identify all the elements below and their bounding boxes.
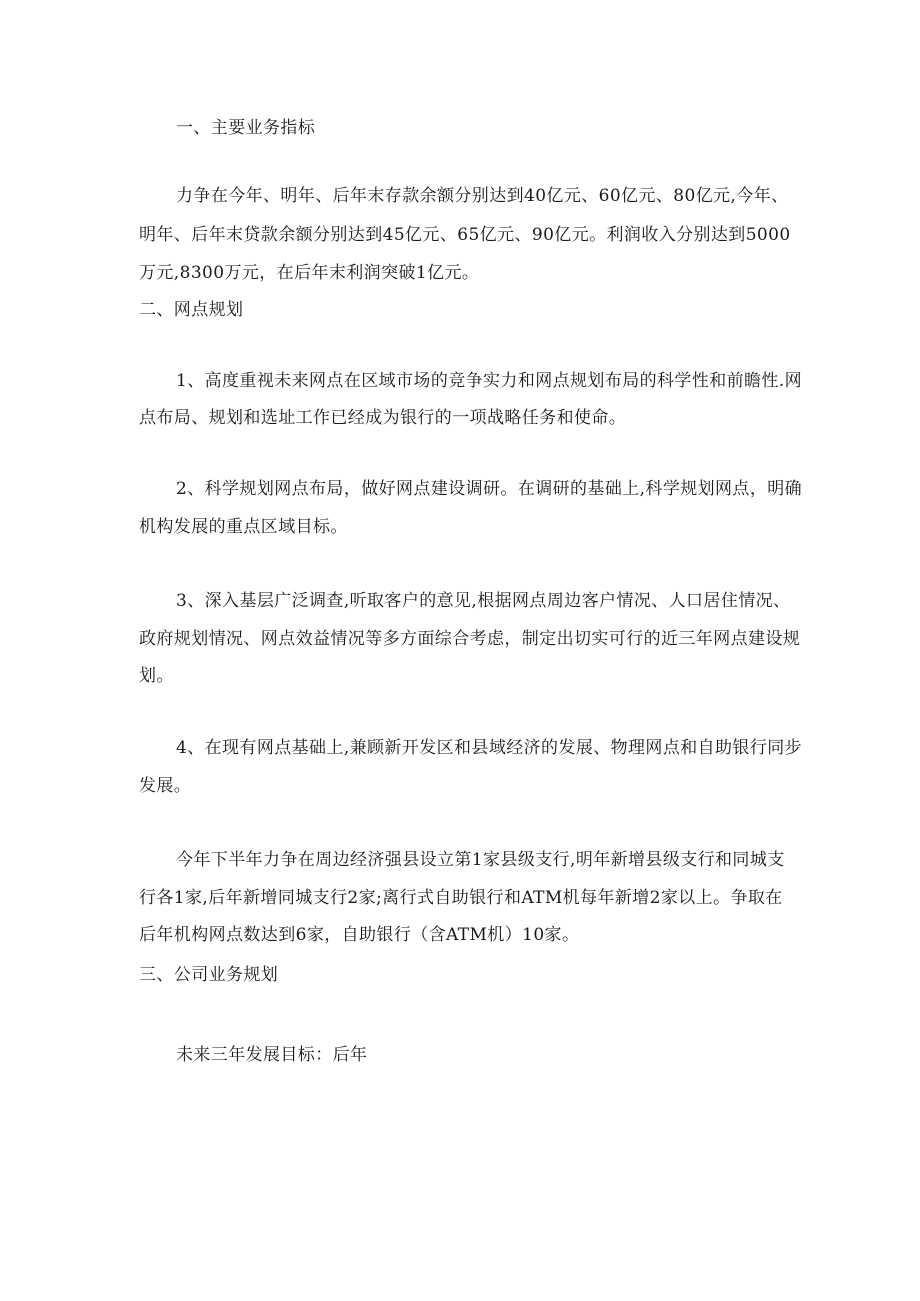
section2-item1-line-2: 点布局、规划和选址工作已经成为银行的一项战略任务和使命。 [139, 408, 627, 428]
section1-paragraph-line-3: 万元,8300万元，在后年末利润突破1亿元。 [139, 263, 480, 283]
section2-item3-line-3: 划。 [139, 666, 174, 686]
section1-paragraph-line-2: 明年、后年末贷款余额分别达到45亿元、65亿元、90亿元。利润收入分别达到5000 [139, 225, 791, 245]
section2-plan-line-2: 行各1家,后年新增同城支行2家;离行式自助银行和ATM机每年新增2家以上。争取在 [139, 888, 783, 908]
section2-item4-line-2: 发展。 [139, 776, 192, 796]
section2-item4-line-1: 4、在现有网点基础上,兼顾新开发区和县域经济的发展、物理网点和自助银行同步 [176, 738, 803, 758]
section1-paragraph-line-1: 力争在今年、明年、后年末存款余额分别达到40亿元、60亿元、80亿元,今年、 [176, 186, 789, 206]
section2-item3-line-1: 3、深入基层广泛调查,听取客户的意见,根据网点周边客户情况、人口居住情况、 [176, 591, 791, 611]
section2-item1-line-1: 1、高度重视未来网点在区域市场的竞争实力和网点规划布局的科学性和前瞻性.网 [176, 371, 803, 391]
section2-item2-line-1: 2、科学规划网点布局，做好网点建设调研。在调研的基础上,科学规划网点，明确 [176, 479, 803, 499]
section3-heading: 三、公司业务规划 [139, 965, 279, 985]
section3-goal-line: 未来三年发展目标：后年 [176, 1045, 368, 1065]
section2-plan-line-1: 今年下半年力争在周边经济强县设立第1家县级支行,明年新增县级支行和同城支 [176, 850, 785, 870]
section2-plan-line-3: 后年机构网点数达到6家，自助银行（含ATM机）10家。 [139, 925, 580, 945]
section1-heading: 一、主要业务指标 [176, 118, 316, 138]
section2-item3-line-2: 政府规划情况、网点效益情况等多方面综合考虑，制定出切实可行的近三年网点建设规 [139, 629, 801, 649]
section2-heading: 二、网点规划 [139, 300, 244, 320]
section2-item2-line-2: 机构发展的重点区域目标。 [139, 517, 348, 537]
